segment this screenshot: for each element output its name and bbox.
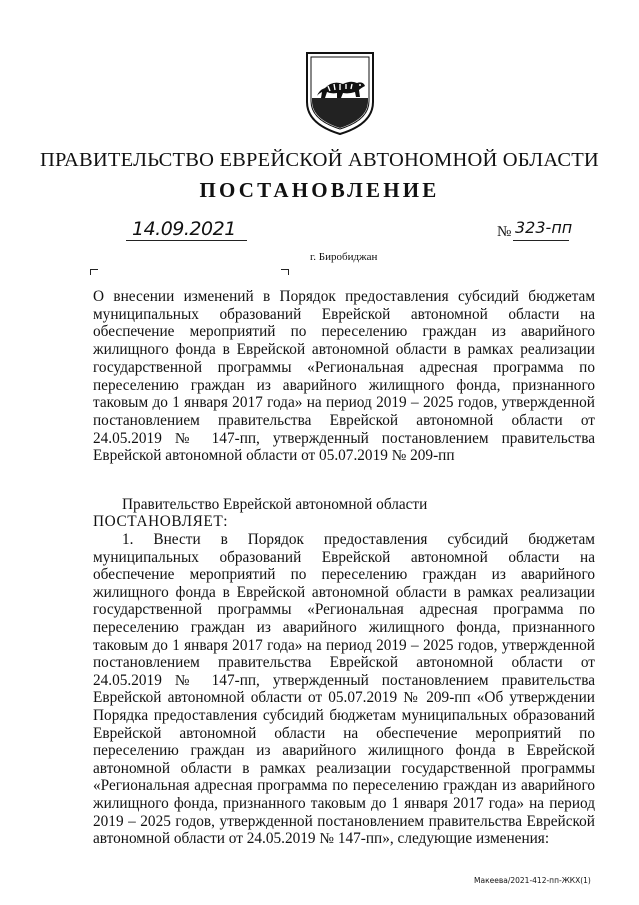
resolves-heading: ПОСТАНОВЛЯЕТ:	[93, 513, 229, 530]
government-title: ПРАВИТЕЛЬСТВО ЕВРЕЙСКОЙ АВТОНОМНОЙ ОБЛАСТИ	[40, 149, 599, 171]
document-subject: О внесении изменений в Порядок предоставления субсидий бюджетам муниципальных образований Еврейской автономной области на обеспечение мероприятий по переселению граждан из аварийного жилищного фонда в Еврейской автономной области в рамках реализации государственной программы «Региональная адресная программа по переселению граждан из аварийного жилищного фонда, признанного таковым до 1 января 2017 года» на период 2019 – 2025 годов, утвержденной постановлением правительства Еврейской автономной области от 24.05.2019 № 147-пп, утвержденный постановлением правительства Еврейской автономной области от 05.07.2019 № 209-пп	[93, 288, 595, 465]
document-date: 14.09.2021	[132, 218, 236, 240]
preamble: Правительство Еврейской автономной области	[122, 496, 428, 513]
city-label: г. Биробиджан	[310, 251, 378, 263]
footer-reference: Макеева/2021-412-пп-ЖКХ(1)	[474, 876, 591, 885]
date-underline	[126, 240, 247, 241]
document-type-title: ПОСТАНОВЛЕНИЕ	[199, 178, 440, 202]
number-underline	[513, 240, 569, 241]
number-label: №	[497, 224, 512, 240]
right-corner-mark	[281, 269, 289, 275]
paragraph-item-1: 1. Внести в Порядок предоставления субсидий бюджетам муниципальных образований Еврейской автономной области на обеспечение мероприятий по переселению граждан из аварийного жилищного фонда в Еврейской автономной области в рамках реализации государственной программы «Региональная адресная программа по переселению граждан из аварийного жилищного фонда, признанного таковым до 1 января 2017 года» на период 2019 – 2025 годов, утвержденной постановлением правительства Еврейской автономной области от 24.05.2019 № 147-пп, утвержденный постановлением правительства Еврейской автономной области от 05.07.2019 № 209-пп «Об утверждении Порядка предоставления субсидий бюджетам муниципальных образований Еврейской автономной области на обеспечение мероприятий по переселению граждан из аварийного жилищного фонда в Еврейской автономной области в рамках реализации государственной программы «Региональная адресная программа по переселению граждан из аварийного жилищного фонда, признанного таковым до 1 января 2017 года» на период 2019 – 2025 годов, утвержденной постановлением правительства Еврейской автономной области от 24.05.2019 № 147-пп», следующие изменения:	[93, 531, 595, 848]
coat-of-arms-emblem	[303, 50, 377, 136]
left-corner-mark	[90, 269, 98, 275]
document-number: 323-пп	[515, 218, 573, 237]
